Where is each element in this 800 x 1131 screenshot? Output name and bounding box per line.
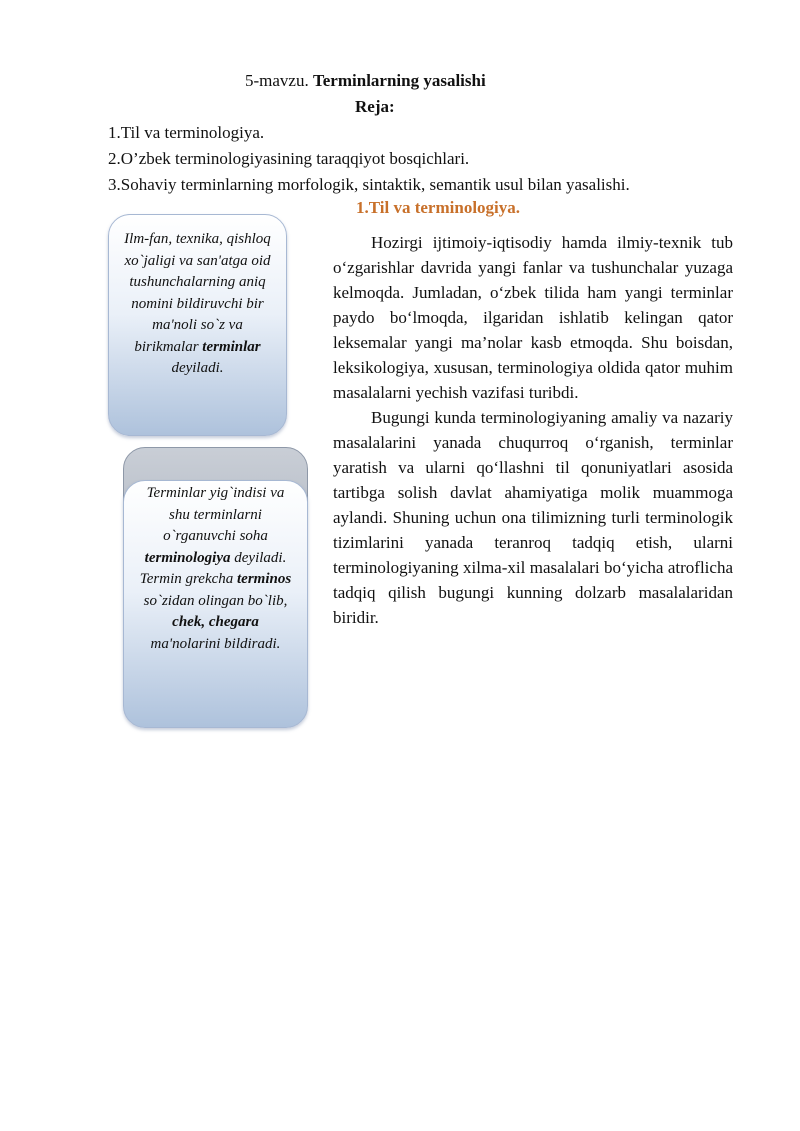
plan-list [108,120,630,198]
callout-text: deyiladi. [171,360,224,376]
callout-text: ma'nolarini bildiradi. [150,635,281,652]
callout-bold-term: chek, chegara [172,614,259,630]
callout-bold-term: terminos [237,571,292,587]
definition-callout-terms [108,214,287,436]
plan-item: 1.Til va terminologiya. [108,123,265,142]
section-heading: 1.Til va terminologiya. [356,198,521,217]
topic-name: Terminlarning yasalishi [312,71,486,90]
plan-label: Reja: [355,97,395,116]
callout-text: Ilm-fan, texnika, qishloq xo`jaligi va san'atga oid tushunchalarning aniq nomini bildiruvchi bir ma'noli so`z va birikmalar [124,231,271,355]
callout-text: Terminlar yig`indisi va shu terminlarni o`rganuvchi soha [146,485,285,544]
topic-number: 5-mavzu. [245,71,313,90]
callout-text: deyiladi. Termin grekcha [139,549,287,587]
plan-item: 3.Sohaviy terminlarning morfologik, sintaktik, semantik usul bilan yasalishi. [108,175,630,194]
definition-callout-terminology [123,480,308,728]
paragraph: Hozirgi ijtimoiy-iqtisodiy hamda ilmiy-texnik tub o‘zgarishlar davrida yangi fanlar va tushunchalar yuzaga kelmoqda. Jumladan, o‘zbek tilida ham yangi terminlar paydo bo‘lmoqda, ilgaridan ishlatib kelingan qator leksemalar yangi ma’nolar kasb etmoqda. Shu boisdan, leksikologiya, xususan, terminologiya oldida qator muhim masalalarni yechish vazifasi turibdi. [333,233,733,402]
paragraph: Bugungi kunda terminologiyaning amaliy va nazariy masalalarini yanada chuqurroq o‘rganish, terminlar yaratish va ularni qo‘llashni til qonuniyatlari asosida tartibga solish davlat ahamiyatiga molik muammoga aylandi. Shuning uchun ona tilimizning turli terminologik tizimlarini yanada teranroq tadqiq etish, ularni terminologiyaning xilma-xil masalalari bo‘yicha atroflicha tadqiq qilish bugungi kunning dolzarb masalalaridan biridir. [333,408,733,627]
section-body [333,230,733,630]
callout-bold-term: terminologiya [144,549,231,566]
plan-item: 2.O’zbek terminologiyasining taraqqiyot bosqichlari. [108,149,470,168]
callout-bold-term: terminlar [202,338,261,355]
callout-text: so`zidan olingan bo`lib, [143,592,288,609]
